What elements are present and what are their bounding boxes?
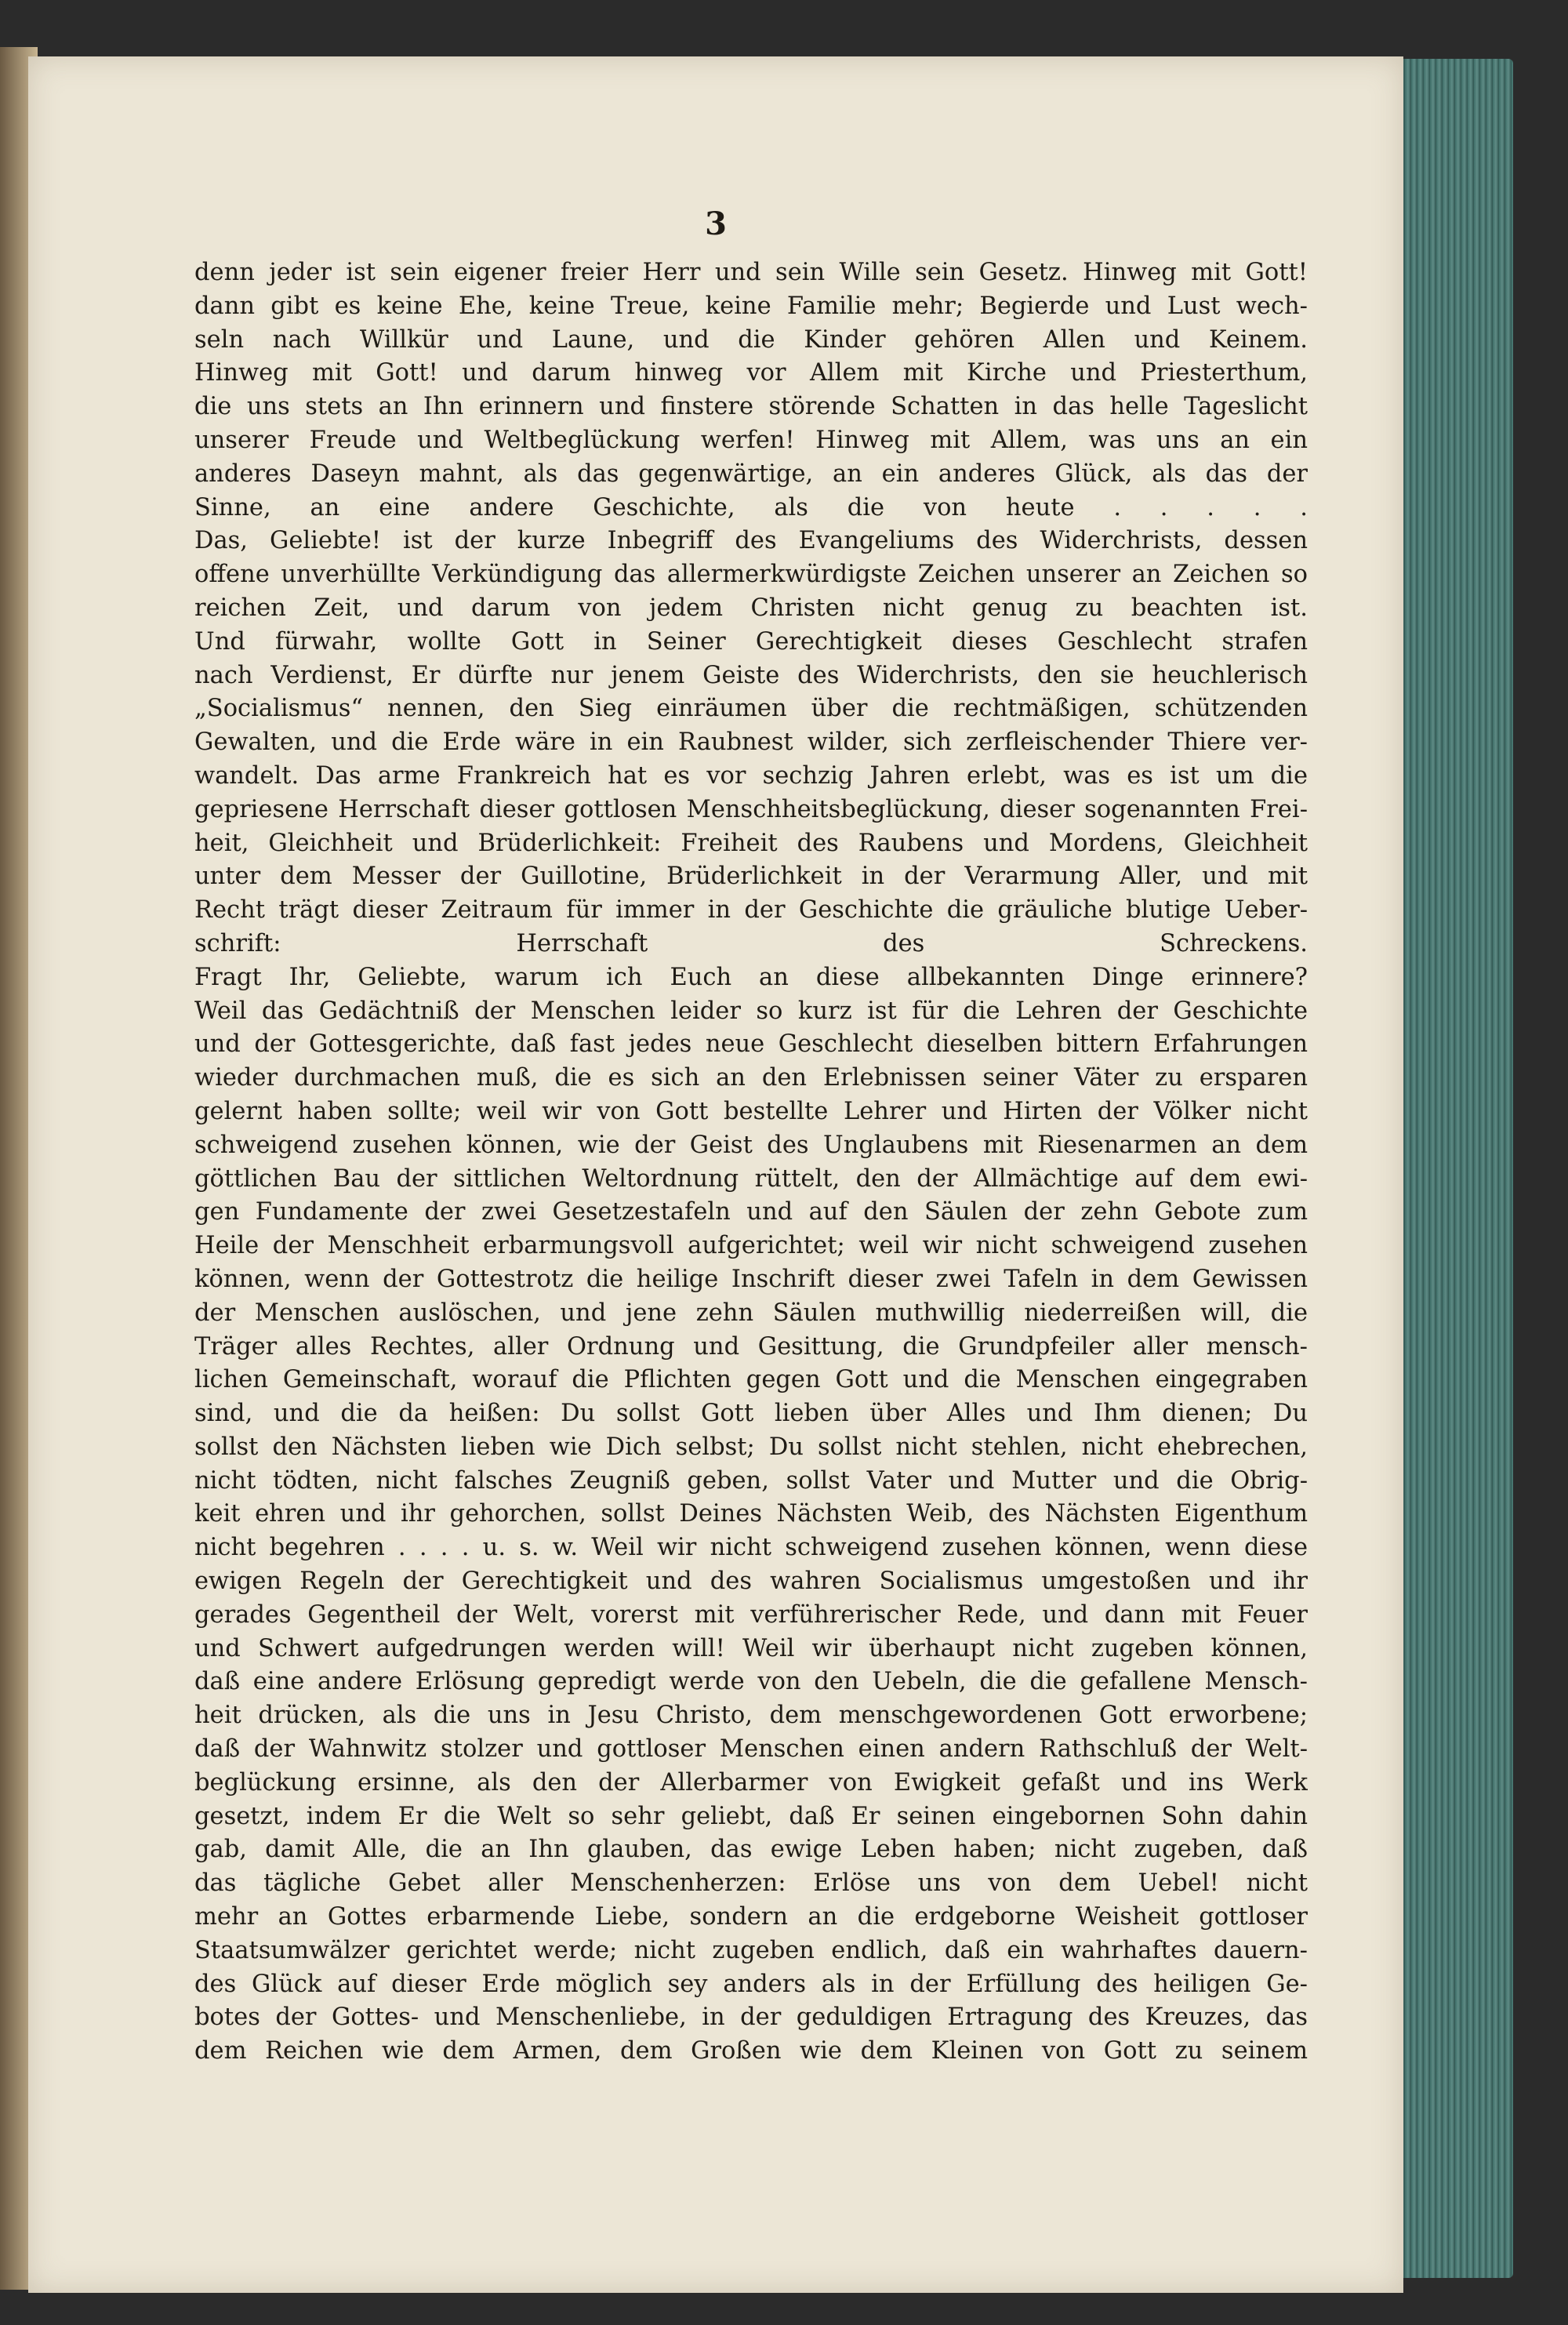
- text-line: können, wenn der Gottestrotz die heilige Inschrift dieser zwei Tafeln in dem Gewissen: [194, 1265, 1308, 1293]
- text-line: die uns stets an Ihn erinnern und finstere störende Schatten in das helle Tageslicht: [194, 393, 1308, 421]
- text-line: beglückung ersinne, als den der Allerbarmer von Ewigkeit gefaßt und ins Werk: [194, 1768, 1308, 1796]
- book-page: [28, 56, 1403, 2293]
- text-line: nach Verdienst, Er dürfte nur jenem Geiste des Widerchrists, den sie heuchlerisch: [194, 661, 1308, 689]
- text-line: gab, damit Alle, die an Ihn glauben, das ewige Leben haben; nicht zugeben, daß: [194, 1836, 1308, 1864]
- text-line: Heile der Menschheit erbarmungsvoll aufgerichtet; weil wir nicht schweigend zusehen: [194, 1232, 1308, 1260]
- text-line: wieder durchmachen muß, die es sich an den Erlebnissen seiner Väter zu ersparen: [194, 1064, 1308, 1092]
- text-line: gelernt haben sollte; weil wir von Gott bestellte Lehrer und Hirten der Völker nicht: [194, 1097, 1308, 1125]
- text-line: Und fürwahr, wollte Gott in Seiner Gerechtigkeit dieses Geschlecht strafen: [194, 627, 1308, 656]
- text-line: Fragt Ihr, Geliebte, warum ich Euch an diese allbekannten Dinge erinnere?: [194, 963, 1308, 991]
- text-line: und Schwert aufgedrungen werden will! Weil wir überhaupt nicht zugeben können,: [194, 1634, 1308, 1662]
- text-line: Staatsumwälzer gerichtet werde; nicht zugeben endlich, daß ein wahrhaftes dauern-: [194, 1936, 1308, 1964]
- text-line: gesetzt, indem Er die Welt so sehr geliebt, daß Er seinen eingebornen Sohn dahin: [194, 1802, 1308, 1830]
- text-line: wandelt. Das arme Frankreich hat es vor sechzig Jahren erlebt, was es ist um die: [194, 761, 1308, 790]
- text-line: anderes Daseyn mahnt, als das gegenwärtige, an ein anderes Glück, als das der: [194, 460, 1308, 488]
- text-line: unserer Freude und Weltbeglückung werfen! Hinweg mit Allem, was uns an ein: [194, 426, 1308, 454]
- text-line: des Glück auf dieser Erde möglich sey anders als in der Erfüllung des heiligen Ge-: [194, 1970, 1308, 1998]
- text-line: das tägliche Gebet aller Menschenherzen: Erlöse uns von dem Uebel! nicht: [194, 1869, 1308, 1898]
- text-line: mehr an Gottes erbarmende Liebe, sondern an die erdgeborne Weisheit gottloser: [194, 1903, 1308, 1931]
- text-line: seln nach Willkür und Laune, und die Kinder gehören Allen und Keinem.: [194, 325, 1308, 354]
- text-line: gepriesene Herrschaft dieser gottlosen Menschheitsbeglückung, dieser sogenannten Frei-: [194, 795, 1308, 823]
- body-text: [194, 256, 1308, 2069]
- text-line: heit drücken, als die uns in Jesu Christo, dem menschgewordenen Gott erworbene;: [194, 1702, 1308, 1730]
- text-line: gerades Gegentheil der Welt, vorerst mit verführerischer Rede, und dann mit Feuer: [194, 1600, 1308, 1629]
- text-line: Hinweg mit Gott! und darum hinweg vor Allem mit Kirche und Priesterthum,: [194, 359, 1308, 387]
- text-line: nicht tödten, nicht falsches Zeugniß geben, sollst Vater und Mutter und die Obrig-: [194, 1466, 1308, 1495]
- text-line: Recht trägt dieser Zeitraum für immer in der Geschichte die gräuliche blutige Ueber-: [194, 896, 1308, 925]
- text-line: reichen Zeit, und darum von jedem Christen nicht genug zu beachten ist.: [194, 594, 1308, 622]
- text-line: dann gibt es keine Ehe, keine Treue, keine Familie mehr; Begierde und Lust wech-: [194, 292, 1308, 320]
- text-line: botes der Gottes- und Menschenliebe, in der geduldigen Ertragung des Kreuzes, das: [194, 2003, 1308, 2032]
- text-line: Sinne, an eine andere Geschichte, als die von heute . . . . .: [194, 493, 1308, 521]
- text-line: nicht begehren . . . . u. s. w. Weil wir nicht schweigend zusehen können, wenn diese: [194, 1534, 1308, 1562]
- text-line: heit, Gleichheit und Brüderlichkeit: Freiheit des Raubens und Mordens, Gleichheit: [194, 829, 1308, 857]
- text-line: dem Reichen wie dem Armen, dem Großen wie dem Kleinen von Gott zu seinem: [194, 2037, 1308, 2065]
- page-number: 3: [705, 205, 727, 242]
- text-line: unter dem Messer der Guillotine, Brüderlichkeit in der Verarmung Aller, und mit: [194, 863, 1308, 891]
- text-line: lichen Gemeinschaft, worauf die Pflichten gegen Gott und die Menschen eingegraben: [194, 1366, 1308, 1394]
- text-line: göttlichen Bau der sittlichen Weltordnung rüttelt, den der Allmächtige auf dem ewi-: [194, 1164, 1308, 1193]
- text-line: Gewalten, und die Erde wäre in ein Raubnest wilder, sich zerfleischender Thiere ver-: [194, 728, 1308, 757]
- text-line: daß der Wahnwitz stolzer und gottloser Menschen einen andern Rathschluß der Welt-: [194, 1735, 1308, 1764]
- text-line: schrift: Herrschaft des Schreckens.: [194, 929, 1308, 957]
- text-line: denn jeder ist sein eigener freier Herr und sein Wille sein Gesetz. Hinweg mit Gott!: [194, 259, 1308, 286]
- text-line: daß eine andere Erlösung gepredigt werde von den Uebeln, die die gefallene Mensch-: [194, 1668, 1308, 1696]
- text-line: Das, Geliebte! ist der kurze Inbegriff des Evangeliums des Widerchrists, dessen: [194, 527, 1308, 555]
- text-line: und der Gottesgerichte, daß fast jedes neue Geschlecht dieselben bittern Erfahrungen: [194, 1030, 1308, 1059]
- text-line: sind, und die da heißen: Du sollst Gott lieben über Alles und Ihm dienen; Du: [194, 1400, 1308, 1428]
- text-line: sollst den Nächsten lieben wie Dich selbst; Du sollst nicht stehlen, nicht ehebrechen,: [194, 1433, 1308, 1461]
- text-line: Weil das Gedächtniß der Menschen leider so kurz ist für die Lehren der Geschichte: [194, 997, 1308, 1025]
- text-line: „Socialismus“ nennen, den Sieg einräumen über die rechtmäßigen, schützenden: [194, 695, 1308, 723]
- text-line: ewigen Regeln der Gerechtigkeit und des wahren Socialismus umgestoßen und ihr: [194, 1568, 1308, 1596]
- text-line: offene unverhüllte Verkündigung das allermerkwürdigste Zeichen unserer an Zeichen so: [194, 561, 1308, 589]
- text-line: schweigend zusehen können, wie der Geist des Unglaubens mit Riesenarmen an dem: [194, 1131, 1308, 1159]
- text-line: gen Fundamente der zwei Gesetzestafeln und auf den Säulen der zehn Gebote zum: [194, 1198, 1308, 1226]
- text-line: Träger alles Rechtes, aller Ordnung und Gesittung, die Grundpfeiler aller mensch-: [194, 1332, 1308, 1360]
- text-line: der Menschen auslöschen, und jene zehn Säulen muthwillig niederreißen will, die: [194, 1299, 1308, 1327]
- text-line: keit ehren und ihr gehorchen, sollst Deines Nächsten Weib, des Nächsten Eigenthum: [194, 1500, 1308, 1528]
